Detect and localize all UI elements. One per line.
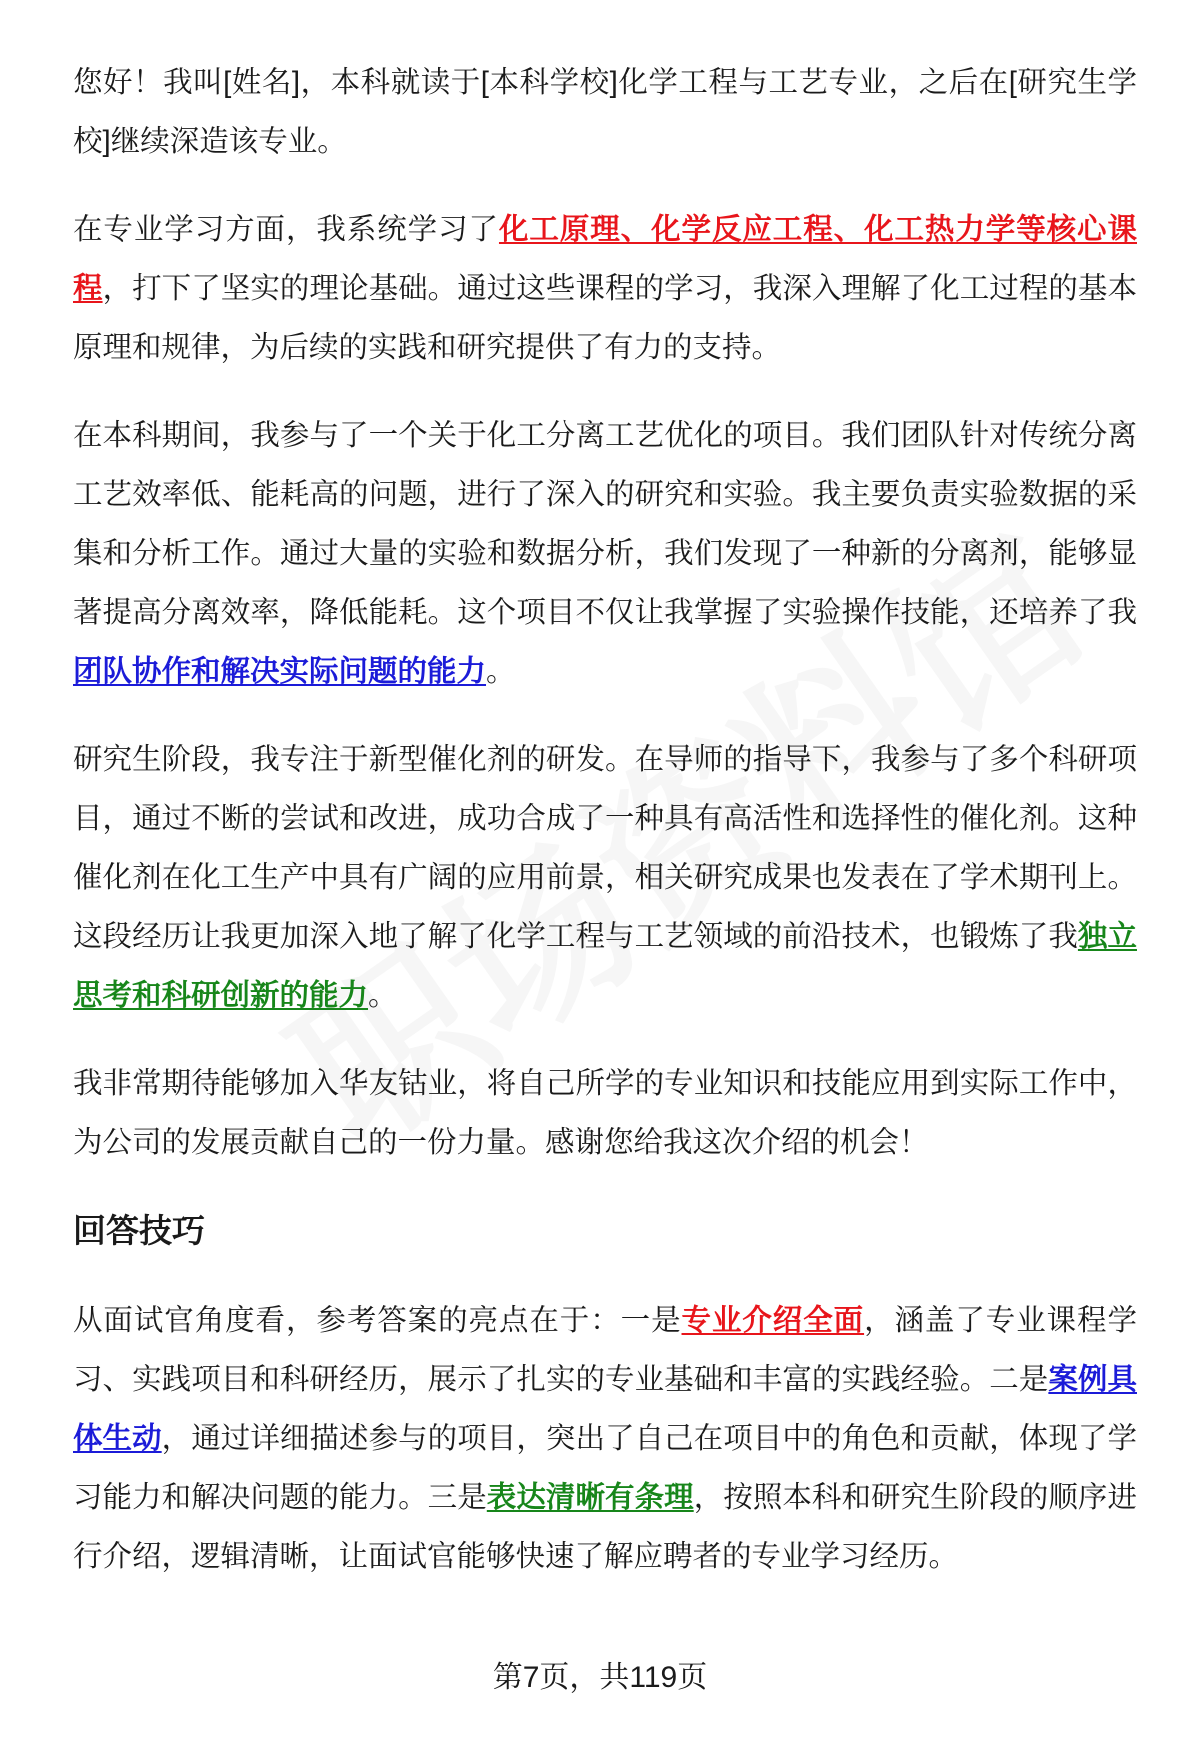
document-body — [73, 53, 1137, 1615]
graduate-paragraph — [73, 730, 1137, 1025]
text: 研究生阶段，我专注于新型催化剂的研发。在导师的指导下，我参与了多个科研项目，通过不断的尝试和改进，成功合成了一种具有高活性和选择性的催化剂。这种催化剂在化工生产中具有广阔的应用前景，相关研究成果也发表在了学术期刊上。这段经历让我更加深入地了解了化学工程与工艺领域的前沿技术，也锻炼了我 — [73, 743, 1137, 953]
text: ，打下了坚实的理论基础。通过这些课程的学习，我深入理解了化工过程的基本原理和规律，为后续的实践和研究提供了有力的支持。 — [73, 272, 1137, 364]
text: ，涵盖了专业课程学习、实践项目和科研经历，展示了扎实的专业基础和丰富的实践经验。二是 — [73, 1304, 1137, 1396]
text: ，按照本科和研究生阶段的顺序进行介绍，逻辑清晰，让面试官能够快速了解应聘者的专业学习经历。 — [73, 1481, 1137, 1573]
closing-text: 我非常期待能够加入华友钴业，将自己所学的专业知识和技能应用到实际工作中，为公司的发展贡献自己的一份力量。感谢您给我这次介绍的机会！ — [73, 1067, 1137, 1159]
text: 在专业学习方面，我系统学习了 — [73, 213, 499, 246]
tips-heading: 回答技巧 — [73, 1212, 205, 1249]
highlight-comprehensive: 专业介绍全面 — [681, 1304, 865, 1337]
text: ，通过详细描述参与的项目，突出了自己在项目中的角色和贡献，体现了学习能力和解决问题的能力。三是 — [73, 1422, 1137, 1514]
tips-paragraph — [73, 1291, 1137, 1586]
highlight-innovation: 独立思考和科研创新的能力 — [73, 920, 1137, 1012]
highlight-clear-expression: 表达清晰有条理 — [486, 1481, 694, 1514]
text: 。 — [368, 979, 398, 1012]
text: 。 — [486, 655, 516, 688]
intro-text: 您好！我叫[姓名]，本科就读于[本科学校]化学工程与工艺专业，之后在[研究生学校]继续深造该专业。 — [73, 66, 1137, 158]
highlight-teamwork: 团队协作和解决实际问题的能力 — [73, 655, 487, 688]
highlight-courses: 化工原理、化学反应工程、化工热力学等核心课程 — [73, 213, 1137, 305]
page-number: 第7页，共119页 — [492, 1661, 708, 1694]
text: 从面试官角度看，参考答案的亮点在于：一是 — [73, 1304, 682, 1337]
intro-paragraph — [73, 53, 1137, 171]
highlight-vivid-cases: 案例具体生动 — [73, 1363, 1137, 1455]
undergrad-paragraph — [73, 406, 1137, 701]
text: 在本科期间，我参与了一个关于化工分离工艺优化的项目。我们团队针对传统分离工艺效率低、能耗高的问题，进行了深入的研究和实验。我主要负责实验数据的采集和分析工作。通过大量的实验和数据分析，我们发现了一种新的分离剂，能够显著提高分离效率，降低能耗。这个项目不仅让我掌握了实验操作技能，还培养了我 — [73, 419, 1137, 629]
closing-paragraph — [73, 1054, 1137, 1172]
study-paragraph — [73, 200, 1137, 377]
